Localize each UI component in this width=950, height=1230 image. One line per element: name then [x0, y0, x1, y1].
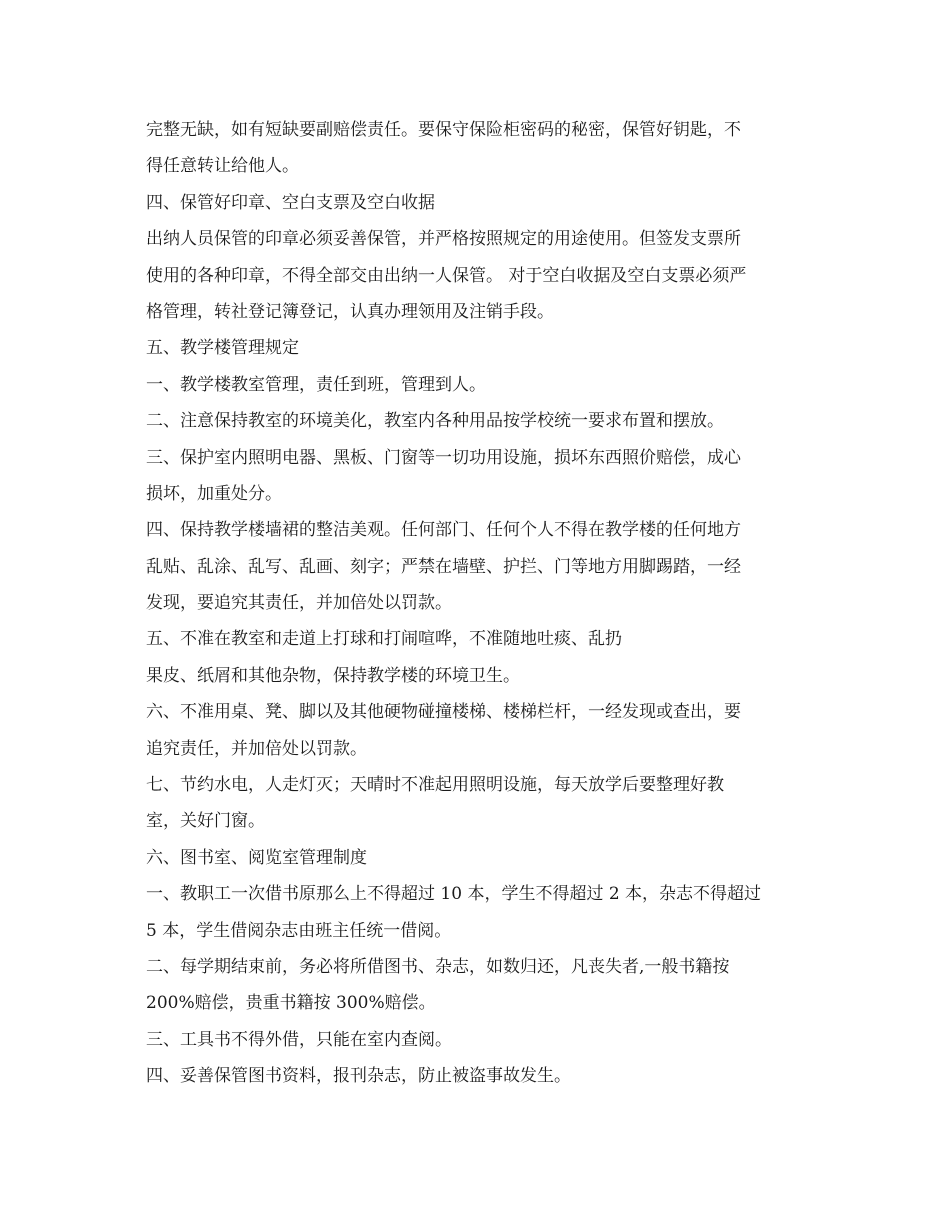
text-line: 完整无缺，如有短缺要副赔偿责任。要保守保险柜密码的秘密，保管好钥匙，不	[146, 120, 741, 140]
text-line: 四、保持教学楼墙裙的整洁美观。任何部门、任何个人不得在教学楼的任何地方	[146, 520, 741, 541]
text-line: 使用的各种印章，不得全部交由出纳一人保管。 对于空白收据及空白支票必须严	[146, 265, 747, 286]
text-line: 乱贴、乱涂、乱写、乱画、刻字；严禁在墙壁、护拦、门等地方用脚踢踏，一经	[146, 556, 741, 577]
section-heading: 五、教学楼管理规定	[146, 338, 299, 359]
section-heading: 四、保管好印章、空白支票及空白收据	[146, 192, 435, 213]
text-line: 得任意转让给他人。	[146, 156, 299, 177]
document-body	[146, 112, 816, 1095]
text-line: 损坏，加重处分。	[146, 483, 282, 504]
text-line: 追究责任，并加倍处以罚款。	[146, 738, 367, 759]
text-line: 二、注意保持教室的环境美化，教室内各种用品按学校统一要求布置和摆放。	[146, 411, 724, 432]
text-line: 室，关好门窗。	[146, 811, 265, 832]
text-line: 格管理，转社登记簿登记，认真办理领用及注销手段。	[146, 301, 554, 322]
text-line: 发现，要追究其责任，并加倍处以罚款。	[146, 593, 452, 614]
text-line: 二、每学期结束前，务必将所借图书、杂志，如数归还，凡丧失者,一般书籍按	[146, 956, 730, 977]
text-line: 果皮、纸屑和其他杂物，保持教学楼的环境卫生。	[146, 665, 520, 686]
text-line: 一、教职工一次借书原那么上不得超过 10 本，学生不得超过 2 本，杂志不得超过	[146, 884, 762, 905]
section-heading: 六、图书室、阅览室管理制度	[146, 847, 367, 868]
text-line: 200%赔偿，贵重书籍按 300%赔偿。	[146, 993, 436, 1014]
text-line: 一、教学楼教室管理，责任到班，管理到人。	[146, 374, 486, 395]
text-line: 三、保护室内照明电器、黑板、门窗等一切功用设施，损坏东西照价赔偿，成心	[146, 447, 741, 468]
text-line: 出纳人员保管的印章必须妥善保管，并严格按照规定的用途使用。但签发支票所	[146, 229, 741, 250]
text-line: 五、不准在教室和走道上打球和打闹喧哗，不准随地吐痰、乱扔	[146, 629, 622, 650]
text-line: 七、节约水电，人走灯灭；天晴时不准起用照明设施，每天放学后要整理好教	[146, 775, 724, 796]
text-line: 三、工具书不得外借，只能在室内查阅。	[146, 1029, 452, 1050]
text-line: 六、不准用桌、凳、脚以及其他硬物碰撞楼梯、楼梯栏杆，一经发现或查出，要	[146, 702, 741, 723]
text-line: 四、妥善保管图书资料，报刊杂志，防止被盗事故发生。	[146, 1066, 571, 1087]
text-line: 5 本，学生借阅杂志由班主任统一借阅。	[146, 920, 452, 941]
